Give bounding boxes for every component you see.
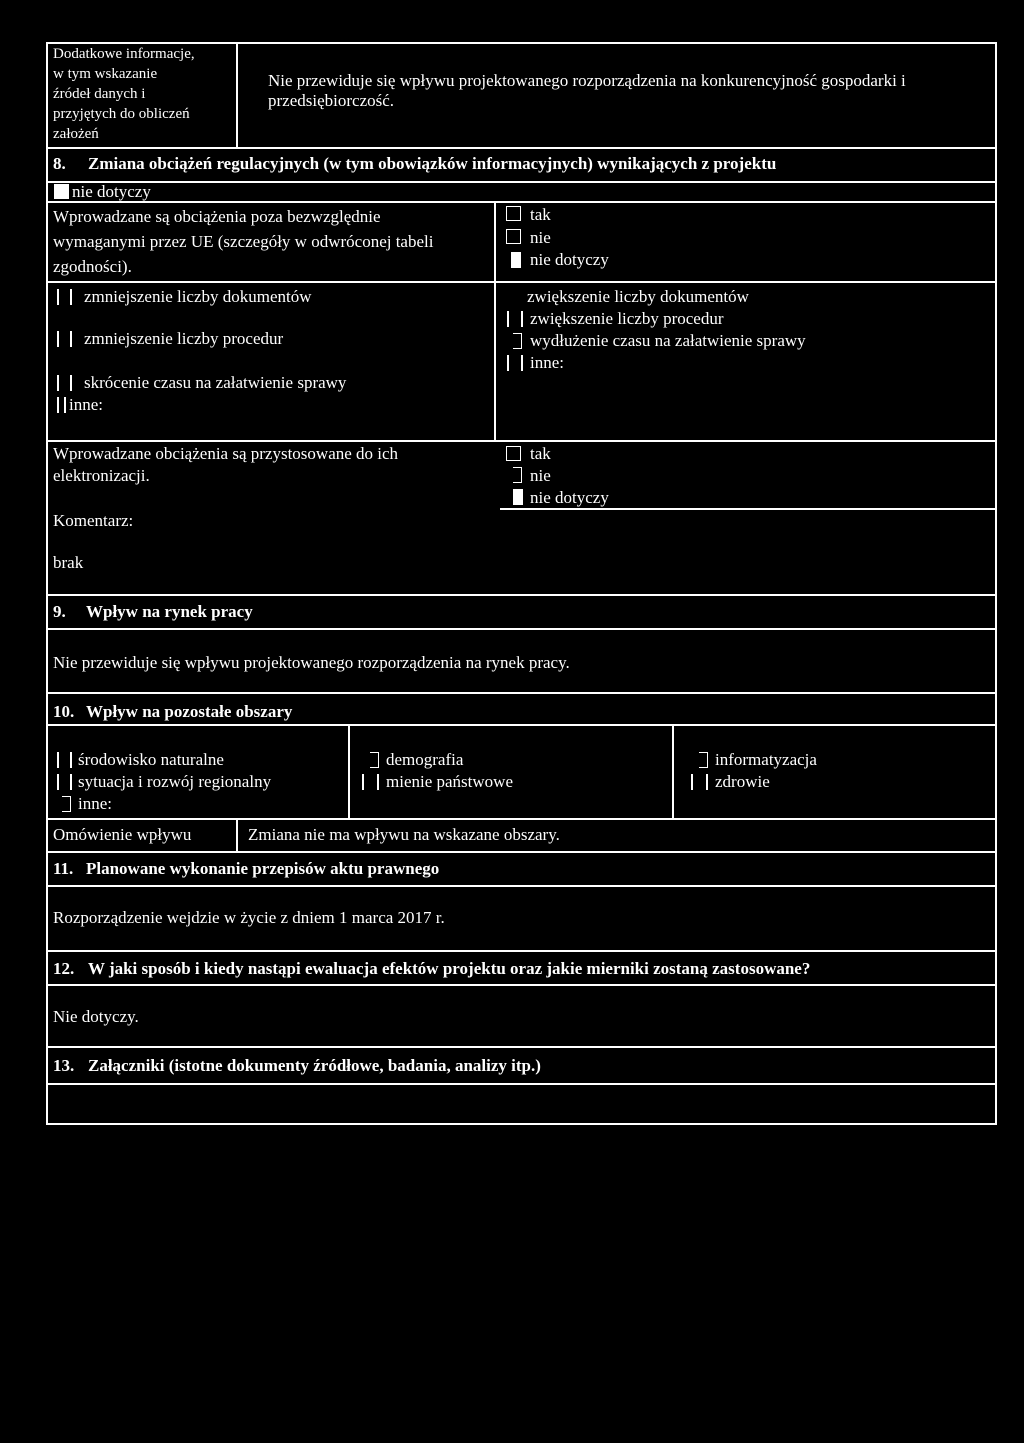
section-9-text: Nie przewiduje się wpływu projektowanego rozporządzenia na rynek pracy.: [53, 653, 570, 672]
section-10-title: Wpływ na pozostałe obszary: [86, 702, 293, 721]
section-12-text: Nie dotyczy.: [53, 1007, 139, 1026]
section-8-number: 8.: [53, 154, 66, 173]
section-9-title: Wpływ na rynek pracy: [86, 602, 253, 621]
info-text-line: Nie przewiduje się wpływu projektowanego rozporządzenia na konkurencyjność gospodarki i: [268, 71, 906, 90]
area-label: mienie państwowe: [386, 772, 513, 791]
comment-text: brak: [53, 553, 84, 572]
checkbox-left-edge[interactable]: [57, 375, 59, 391]
q1-line: zgodności).: [53, 257, 132, 276]
right-item-label: zwiększenie liczby procedur: [530, 309, 724, 328]
checkbox-left-edge[interactable]: [362, 774, 364, 790]
q2-line: elektronizacji.: [53, 466, 150, 485]
checkbox-left-edge[interactable]: [57, 774, 59, 790]
q1-nie-dotyczy-checkbox[interactable]: [511, 252, 521, 268]
area-label: sytuacja i rozwój regionalny: [78, 772, 272, 791]
q1-line: Wprowadzane są obciążenia poza bezwzględnie: [53, 207, 381, 226]
section-12-title: W jaki sposób i kiedy nastąpi ewaluacja efektów projektu oraz jakie mierniki zostaną zastosowane?: [88, 959, 811, 978]
section-13-title: Załączniki (istotne dokumenty źródłowe, badania, analizy itp.): [88, 1056, 541, 1075]
checkbox-partial[interactable]: [699, 752, 708, 768]
checkbox-right-edge: [70, 375, 72, 391]
q2-tak-checkbox[interactable]: [506, 446, 521, 461]
checkbox-partial[interactable]: [513, 333, 522, 349]
info-label-line: źródeł danych i: [53, 86, 146, 102]
q1-option-label: nie: [530, 228, 551, 247]
checkbox-right-edge: [70, 289, 72, 305]
left-item-label: zmniejszenie liczby procedur: [84, 329, 284, 348]
checkbox-right-edge: [70, 331, 72, 347]
checkbox-left-edge[interactable]: [57, 331, 59, 347]
comment-label: Komentarz:: [53, 511, 134, 530]
q2-option-label: nie: [530, 466, 551, 485]
checkbox-left-edge[interactable]: [507, 355, 509, 371]
section-11-text: Rozporządzenie wejdzie w życie z dniem 1 marca 2017 r.: [53, 908, 445, 927]
checkbox-left-edge[interactable]: [57, 397, 59, 413]
area-label: inne:: [78, 794, 112, 813]
checkbox-partial[interactable]: [370, 752, 379, 768]
area-label: demografia: [386, 750, 464, 769]
section-10-number: 10.: [53, 702, 75, 721]
area-label: środowisko naturalne: [78, 750, 224, 769]
checkbox-right-edge: [521, 355, 523, 371]
section-11-title: Planowane wykonanie przepisów aktu prawnego: [86, 859, 440, 878]
info-label-line: przyjętych do obliczeń: [53, 106, 190, 122]
section-13-number: 13.: [53, 1056, 75, 1075]
q2-line: Wprowadzane obciążenia są przystosowane do ich: [53, 444, 399, 463]
left-item-label: zmniejszenie liczby dokumentów: [84, 287, 312, 306]
info-label-line: w tym wskazanie: [53, 66, 158, 82]
q2-option-label: tak: [530, 444, 551, 463]
section-9-number: 9.: [53, 602, 66, 621]
area-label: informatyzacja: [715, 750, 817, 769]
q2-option-label: nie dotyczy: [530, 488, 609, 507]
checkbox-left-edge[interactable]: [507, 311, 509, 327]
q1-nie-checkbox[interactable]: [506, 229, 521, 244]
impact-text: Zmiana nie ma wpływu na wskazane obszary.: [248, 825, 560, 844]
nie-dotyczy-checkbox[interactable]: [54, 184, 69, 199]
section-12-number: 12.: [53, 959, 75, 978]
q2-nie-checkbox[interactable]: [513, 467, 522, 483]
impact-label: Omówienie wpływu: [53, 825, 192, 844]
q2-nie-dotyczy-checkbox[interactable]: [513, 489, 523, 505]
right-item-label: zwiększenie liczby dokumentów: [527, 287, 749, 306]
checkbox-right-edge: [64, 397, 66, 413]
q1-option-label: nie dotyczy: [530, 250, 609, 269]
checkbox-left-edge[interactable]: [691, 774, 693, 790]
info-label-line: Dodatkowe informacje,: [53, 46, 195, 62]
area-label: zdrowie: [715, 772, 770, 791]
section-11-number: 11.: [53, 859, 74, 878]
checkbox-right-edge: [70, 774, 72, 790]
info-text-line: przedsiębiorczość.: [268, 91, 395, 110]
section-8-title: Zmiana obciążeń regulacyjnych (w tym obowiązków informacyjnych) wynikających z projektu: [88, 154, 777, 173]
checkbox-right-edge: [377, 774, 379, 790]
checkbox-left-edge[interactable]: [57, 289, 59, 305]
checkbox-right-edge: [521, 311, 523, 327]
left-item-label: skrócenie czasu na załatwienie sprawy: [84, 373, 347, 392]
q1-option-label: tak: [530, 205, 551, 224]
checkbox-left-edge[interactable]: [57, 752, 59, 768]
checkbox-partial[interactable]: [62, 796, 71, 812]
info-label-line: założeń: [53, 126, 99, 142]
q1-line: wymaganymi przez UE (szczegóły w odwróconej tabeli: [53, 232, 434, 251]
checkbox-right-edge: [706, 774, 708, 790]
right-item-label: wydłużenie czasu na załatwienie sprawy: [530, 331, 806, 350]
right-item-label: inne:: [530, 353, 564, 372]
q1-tak-checkbox[interactable]: [506, 206, 521, 221]
nie-dotyczy-label: nie dotyczy: [72, 182, 151, 201]
checkbox-right-edge: [70, 752, 72, 768]
left-item-label: inne:: [69, 395, 103, 414]
